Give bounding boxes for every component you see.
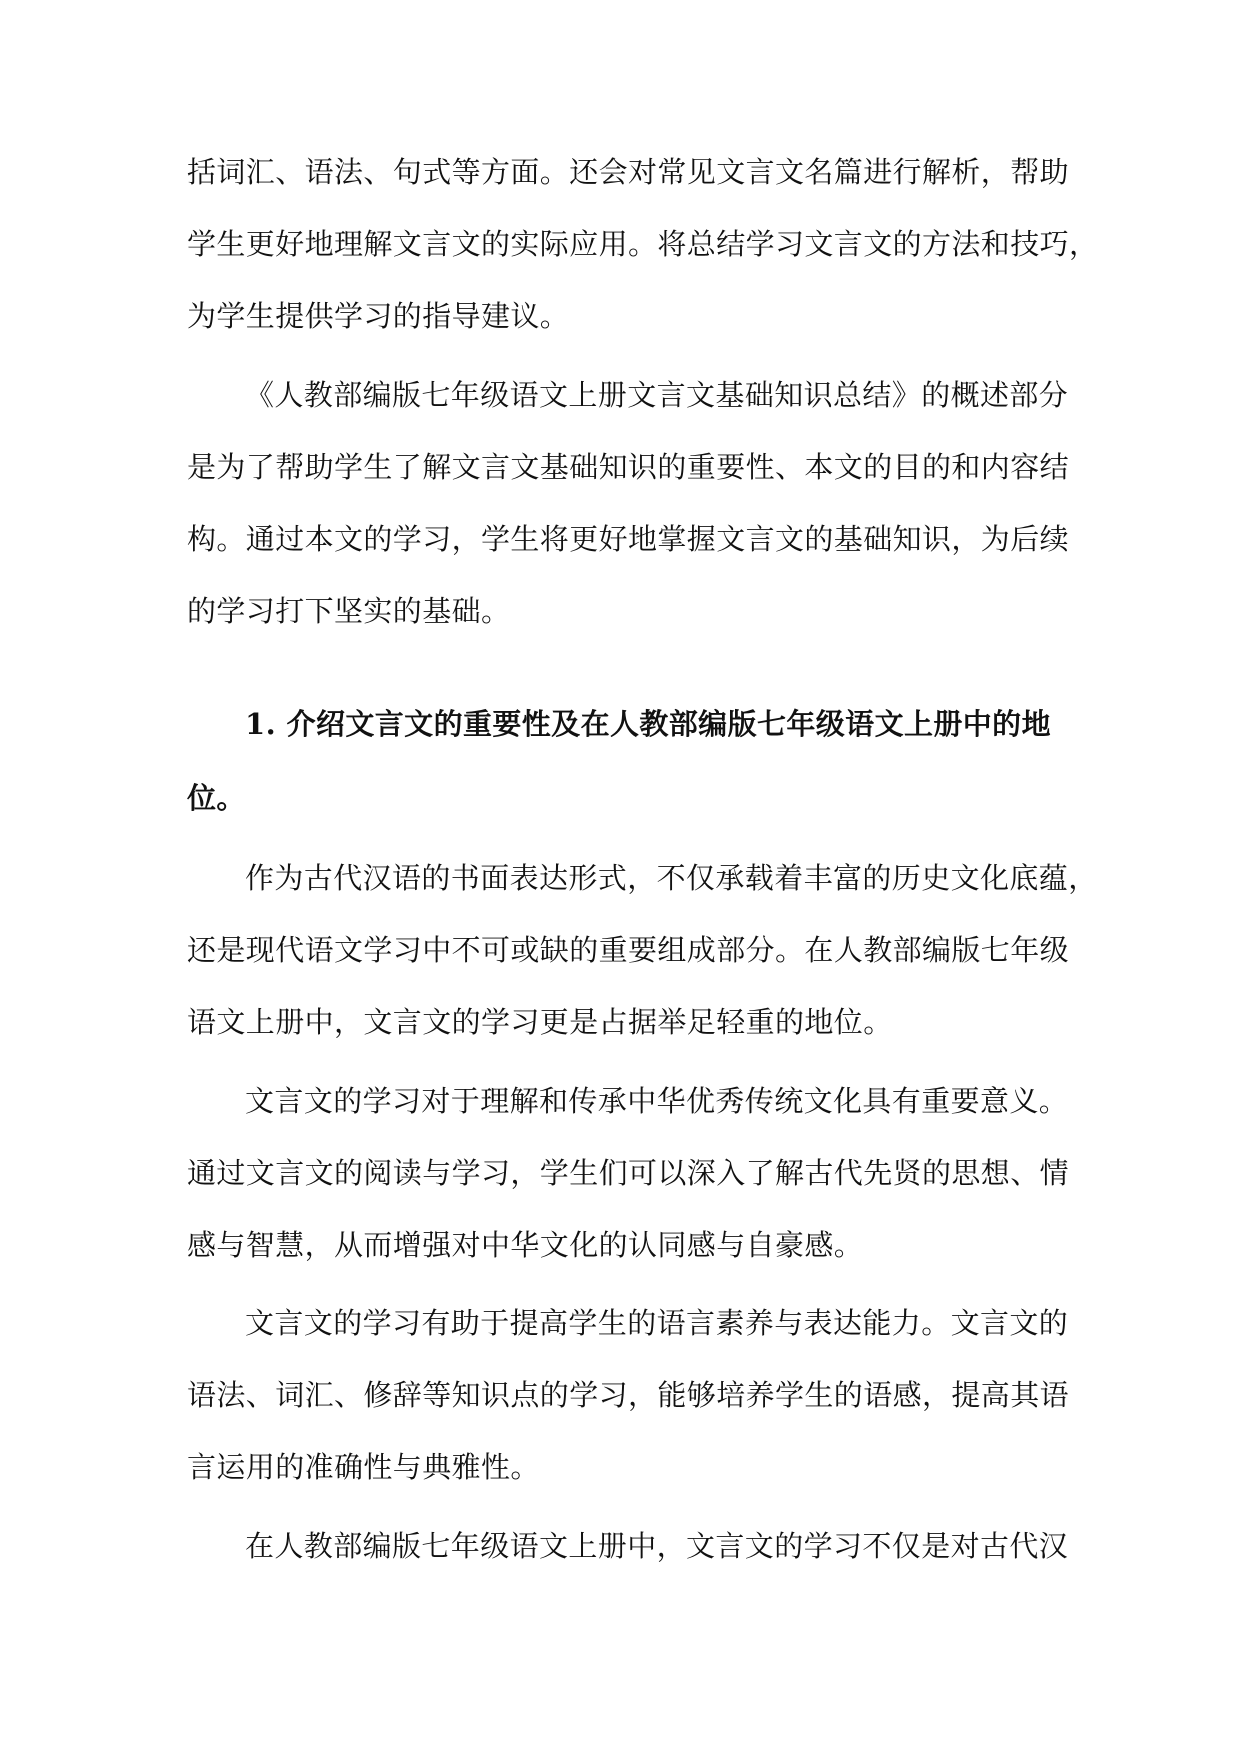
paragraph-line: 为学生提供学习的指导建议。 — [187, 299, 570, 333]
section-heading: 位。 — [187, 781, 246, 815]
paragraph-line: 感与智慧，从而增强对中华文化的认同感与自豪感。 — [187, 1228, 864, 1262]
paragraph-line: 语文上册中，文言文的学习更是占据举足轻重的地位。 — [187, 1005, 893, 1039]
paragraph-line: 在人教部编版七年级语文上册中，文言文的学习不仅是对古代汉 — [245, 1529, 1069, 1563]
paragraph-line: 作为古代汉语的书面表达形式，不仅承载着丰富的历史文化底蕴， — [245, 861, 1098, 895]
paragraph-line: 学生更好地理解文言文的实际应用。将总结学习文言文的方法和技巧， — [187, 227, 1099, 261]
paragraph-line: 文言文的学习有助于提高学生的语言素养与表达能力。文言文的 — [245, 1306, 1069, 1340]
paragraph-line: 《人教部编版七年级语文上册文言文基础知识总结》的概述部分 — [245, 378, 1069, 412]
paragraph-line: 括词汇、语法、句式等方面。还会对常见文言文名篇进行解析，帮助 — [187, 155, 1070, 189]
paragraph-line: 言运用的准确性与典雅性。 — [187, 1450, 540, 1484]
paragraph-line: 还是现代语文学习中不可或缺的重要组成部分。在人教部编版七年级 — [187, 933, 1070, 967]
paragraph-line: 是为了帮助学生了解文言文基础知识的重要性、本文的目的和内容结 — [187, 450, 1070, 484]
paragraph-line: 的学习打下坚实的基础。 — [187, 594, 511, 628]
paragraph-line: 通过文言文的阅读与学习，学生们可以深入了解古代先贤的思想、情 — [187, 1156, 1070, 1190]
paragraph-line: 语法、词汇、修辞等知识点的学习，能够培养学生的语感，提高其语 — [187, 1378, 1070, 1412]
section-heading: 1. 介绍文言文的重要性及在人教部编版七年级语文上册中的地 — [245, 707, 1051, 741]
paragraph-line: 构。通过本文的学习，学生将更好地掌握文言文的基础知识，为后续 — [187, 522, 1070, 556]
paragraph-line: 文言文的学习对于理解和传承中华优秀传统文化具有重要意义。 — [245, 1084, 1069, 1118]
